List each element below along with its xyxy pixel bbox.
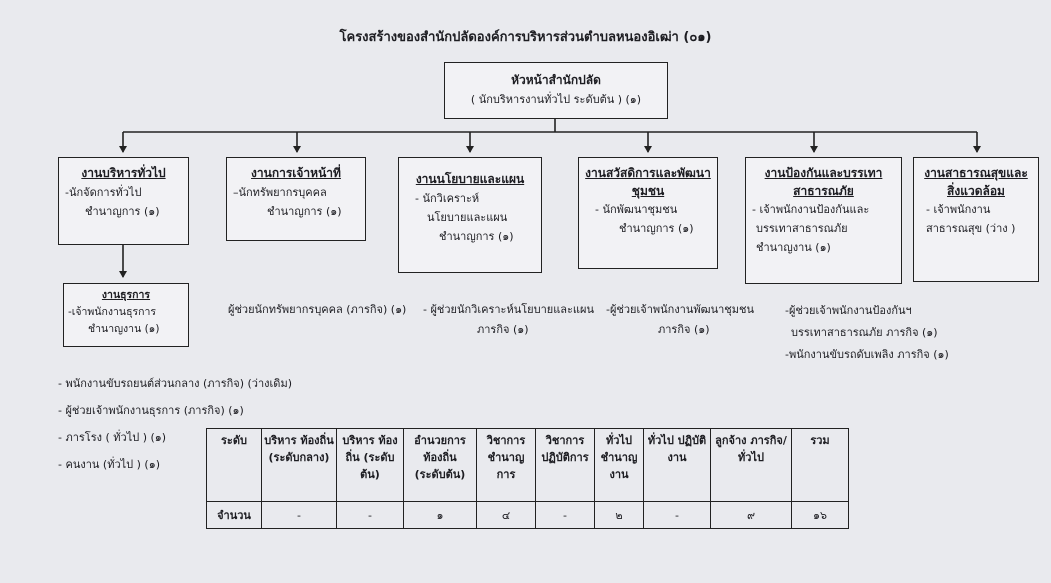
subunit-clerical: [63, 283, 189, 347]
note-line: ผู้ช่วยนักทรัพยากรบุคคล (ภารกิจ) (๑): [228, 303, 407, 316]
head-office-box: [444, 62, 668, 119]
note-line: -ผู้ช่วยเจ้าพนักงานพัฒนาชุมชน: [606, 303, 754, 316]
table-cell: ๑๖: [792, 502, 849, 529]
table-header-cell: ระดับ: [207, 429, 262, 502]
head-office-title: หัวหน้าสำนักปลัด: [511, 73, 601, 87]
position-line: บรรเทาสาธารณภัย: [756, 222, 848, 235]
position-line: - นักวิเคราะห์: [415, 192, 480, 205]
table-cell: -: [262, 502, 337, 529]
table-header-cell: ทั่วไป ชำนาญ งาน: [595, 429, 644, 502]
note-welfare: [606, 300, 754, 340]
division-policy: [398, 157, 542, 273]
head-office-position: ( นักบริหารงานทั่วไป ระดับต้น ) (๑): [470, 93, 642, 106]
note-line: - พนักงานขับรถยนต์ส่วนกลาง (ภารกิจ) (ว่างเดิม): [58, 377, 292, 390]
note-line: - คนงาน (ทั่วไป ) (๑): [58, 458, 160, 471]
note-personnel: [228, 300, 406, 320]
note-disaster: [785, 300, 949, 366]
table-header-cell: วิชาการ ชำนาญ การ: [477, 429, 536, 502]
subunit-title: งานธุรการ: [101, 289, 151, 301]
division-title: งานบริหารทั่วไป: [81, 166, 166, 180]
division-disaster: [745, 157, 902, 284]
table-header-cell: ลูกจ้าง ภารกิจ/ทั่วไป: [711, 429, 792, 502]
division-title: งานนโยบายและแผน: [415, 172, 525, 186]
division-title: งานสวัสดิการและพัฒนาชุมชน: [585, 166, 711, 198]
table-cell: ๙: [711, 502, 792, 529]
position-line: –นักทรัพยากรบุคคล: [233, 186, 327, 199]
division-title: งานสาธารณสุขและสิ่งแวดล้อม: [924, 166, 1028, 198]
note-line: -พนักงานขับรถดับเพลิง ภารกิจ (๑): [785, 348, 949, 361]
note-line: - ภารโรง ( ทั่วไป ) (๑): [58, 431, 167, 444]
position-line: สาธารณสุข (ว่าง ): [926, 222, 1016, 235]
table-cell: ๑: [404, 502, 477, 529]
note-line: - ผู้ช่วยเจ้าพนักงานธุรการ (ภารกิจ) (๑): [58, 404, 244, 417]
table-cell: ๒: [595, 502, 644, 529]
table-header-cell: ทั่วไป ปฏิบัติงาน: [644, 429, 711, 502]
division-personnel: [226, 157, 366, 241]
position-line: - นักพัฒนาชุมชน: [595, 203, 678, 216]
table-cell: ๔: [477, 502, 536, 529]
note-line: - ผู้ช่วยนักวิเคราะห์นโยบายและแผน: [423, 303, 594, 316]
division-public-health: [913, 157, 1039, 282]
position-line: นโยบายและแผน: [427, 211, 508, 224]
table-row: [207, 502, 849, 529]
division-title: งานการเจ้าหน้าที่: [251, 166, 341, 180]
position-line: ชำนาญการ (๑): [267, 205, 342, 218]
table-cell: -: [536, 502, 595, 529]
chart-title: โครงสร้างของสำนักปลัดองค์การบริหารส่วนตำบลหนองอิเฒ่า (๐๑): [339, 30, 712, 45]
table-header-row: [207, 429, 849, 502]
note-line: บรรเทาสาธารณภัย ภารกิจ (๑): [791, 326, 938, 339]
table-header-cell: บริหาร ท้องถิ่น (ระดับกลาง): [262, 429, 337, 502]
table-cell: -: [337, 502, 404, 529]
table-header-cell: รวม: [792, 429, 849, 502]
position-line: -นักจัดการทั่วไป: [65, 186, 142, 199]
position-line: - เจ้าพนักงาน: [926, 203, 991, 216]
table-cell: -: [644, 502, 711, 529]
note-line: ภารกิจ (๑): [477, 323, 529, 336]
division-title: งานป้องกันและบรรเทาสาธารณภัย: [764, 166, 883, 198]
note-line: ภารกิจ (๑): [658, 323, 710, 336]
position-line: -เจ้าพนักงานธุรการ: [68, 306, 157, 318]
position-line: ชำนาญการ (๑): [85, 205, 160, 218]
division-welfare: [578, 157, 718, 269]
position-line: ชำนาญงาน (๑): [756, 241, 831, 254]
note-line: -ผู้ช่วยเจ้าพนักงานป้องกันฯ: [785, 304, 912, 317]
position-line: ชำนาญการ (๑): [439, 230, 514, 243]
note-policy: [423, 300, 594, 340]
table-header-cell: วิชาการ ปฏิบัติการ: [536, 429, 595, 502]
division-general-admin: [58, 157, 189, 245]
position-line: - เจ้าพนักงานป้องกันและ: [752, 203, 870, 216]
position-line: ชำนาญงาน (๑): [88, 323, 160, 335]
position-line: ชำนาญการ (๑): [619, 222, 694, 235]
staffing-summary-table: [206, 428, 849, 529]
table-header-cell: บริหาร ท้องถิ่น (ระดับต้น): [337, 429, 404, 502]
table-header-cell: อำนวยการ ท้องถิ่น (ระดับต้น): [404, 429, 477, 502]
table-row-label: จำนวน: [207, 502, 262, 529]
